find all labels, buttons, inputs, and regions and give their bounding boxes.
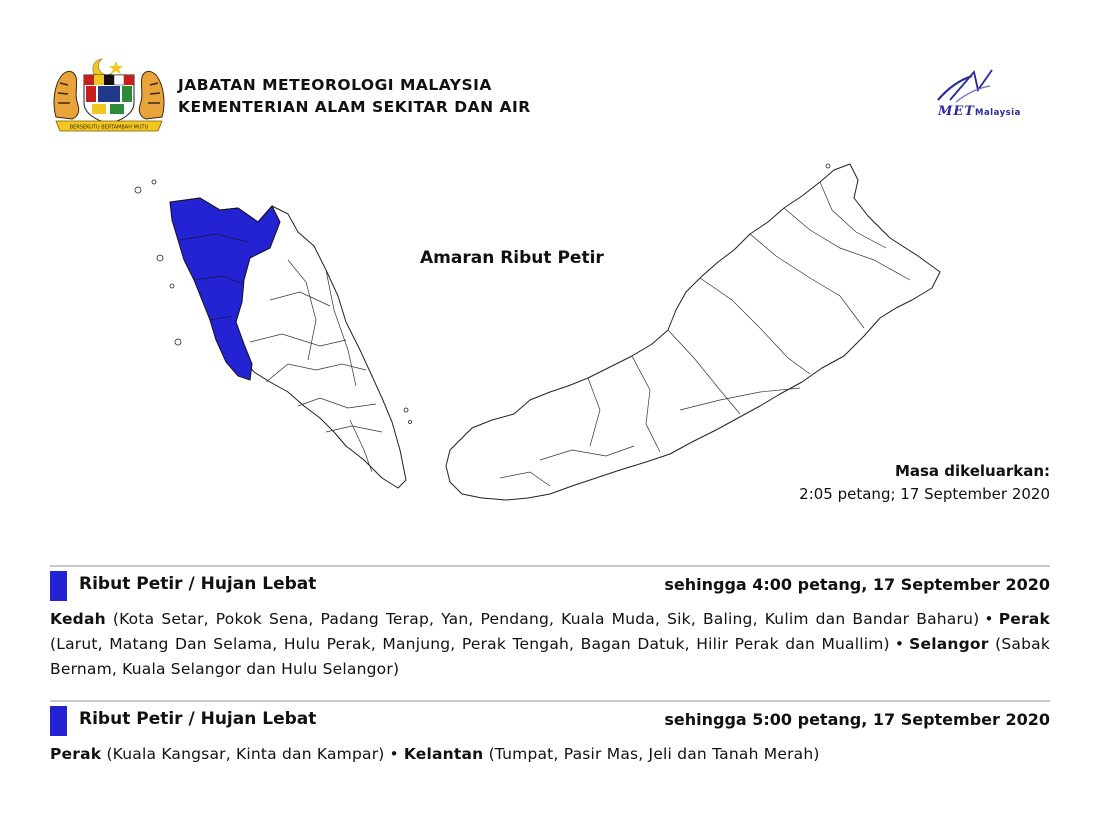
met-swoosh-icon <box>930 66 1050 106</box>
issued-time <box>799 460 1050 506</box>
warning-section <box>50 565 1050 682</box>
district-list: (Kuala Kangsar, Kinta dan Kampar) <box>106 745 385 763</box>
state-name: Perak <box>50 745 102 763</box>
org-name: JABATAN METEOROLOGI MALAYSIA <box>178 76 492 94</box>
malaysia-coat-of-arms-icon <box>50 55 168 133</box>
district-list: (Sabak Bernam, Kuala Selangor dan Hulu Selangor) <box>50 635 1050 678</box>
warning-areas <box>50 607 1050 682</box>
state-name: Kedah <box>50 610 106 628</box>
warning-title: Ribut Petir / Hujan Lebat <box>79 574 317 594</box>
map-title: Amaran Ribut Petir <box>420 248 604 268</box>
issued-value: 2:05 petang; 17 September 2020 <box>799 485 1050 503</box>
state-name: Perak <box>998 610 1050 628</box>
warning-areas <box>50 742 1050 767</box>
district-list: (Kota Setar, Pokok Sena, Padang Terap, Yan, Pendang, Kuala Muda, Sik, Baling, Kulim dan Bandar Baharu) <box>112 610 980 628</box>
bullet-separator: • <box>389 745 399 763</box>
east-malaysia <box>446 164 940 500</box>
ministry-name: KEMENTERIAN ALAM SEKITAR DAN AIR <box>178 98 531 116</box>
district-list: (Tumpat, Pasir Mas, Jeli dan Tanah Merah) <box>488 745 820 763</box>
district-list: (Larut, Matang Dan Selama, Hulu Perak, Manjung, Perak Tengah, Bagan Datuk, Hilir Perak dan Muallim) <box>50 635 890 653</box>
warning-valid-until: sehingga 5:00 petang, 17 September 2020 <box>664 710 1050 729</box>
met-malaysia-logo <box>930 66 1050 122</box>
warning-color-bar <box>50 706 67 736</box>
state-name: Kelantan <box>403 745 484 763</box>
bullet-separator: • <box>984 610 994 628</box>
crest-motto: BERSEKUTU BERTAMBAH MUTU <box>69 124 149 131</box>
warning-color-bar <box>50 571 67 601</box>
issued-label: Masa dikeluarkan: <box>894 462 1050 480</box>
bullet-separator: • <box>894 635 905 653</box>
header <box>178 74 531 118</box>
state-name: Selangor <box>909 635 989 653</box>
warning-title: Ribut Petir / Hujan Lebat <box>79 709 317 729</box>
met-wordmark: METMalaysia <box>938 104 1021 119</box>
warning-section <box>50 700 1050 767</box>
warning-valid-until: sehingga 4:00 petang, 17 September 2020 <box>664 575 1050 594</box>
